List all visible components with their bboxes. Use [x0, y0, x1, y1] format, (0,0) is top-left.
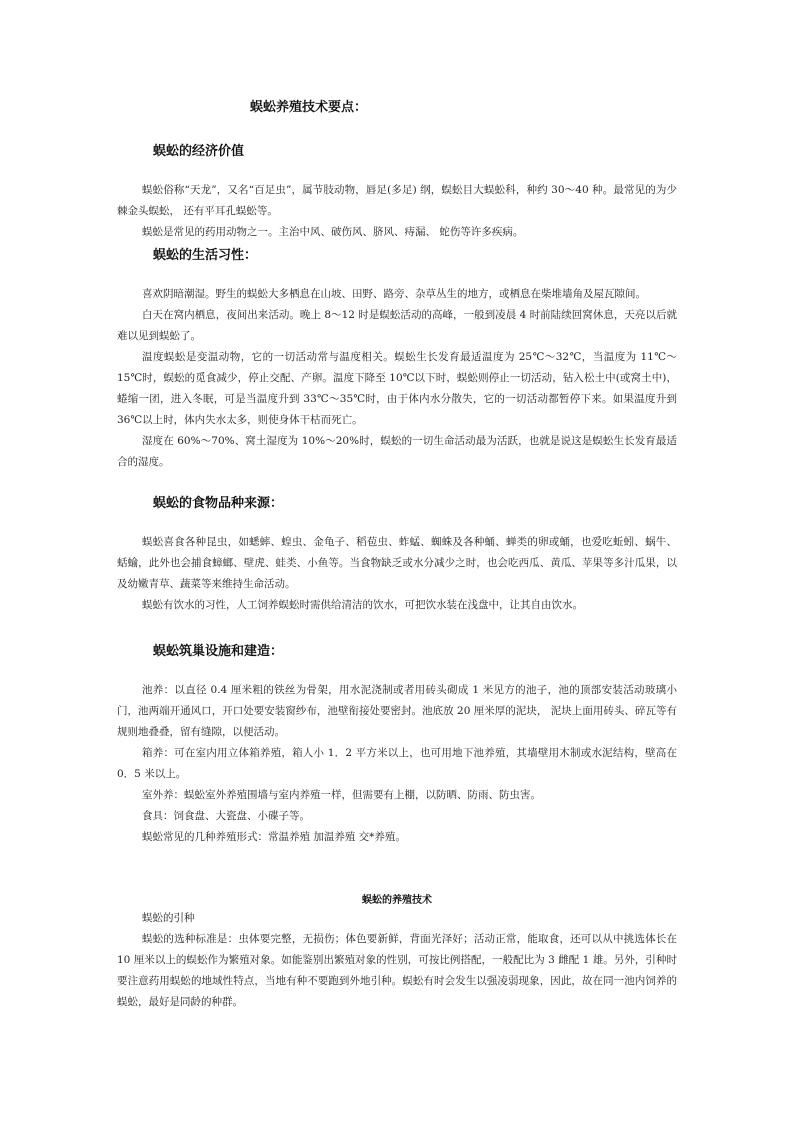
paragraph: 温度蜈蚣是变温动物，它的一切活动常与温度相关。蜈蚣生长发育最适温度为 25℃～32℃，当温度为 11℃～15℃时，蜈蚣的觅食减少，停止交配、产卵。温度下降至 10℃以下时，蜈蚣则停止一切活动，钻入松土中(或窝土中)，蜷缩一团，进入冬眠，可是当温度升到 33℃～35℃时，由于体内水分散失，它的一切活动都暂停下来。如果温度升到 36℃以上时，体内失水太多，则使身体干枯而死亡。: [117, 351, 677, 426]
paragraph: 蜈蚣有饮水的习性，人工饲养蜈蚣时需供给清洁的饮水，可把饮水装在浅盘中，让其自由饮水。: [142, 599, 583, 611]
paragraph: 湿度在 60%～70%、窝土湿度为 10%～20%时，蜈蚣的一切生命活动最为活跃，也就是说这是蜈蚣生长发育最适合的湿度。: [117, 435, 677, 468]
paragraph: 蜈蚣是常见的药用动物之一。主治中风、破伤风、脐风、痔漏、 蛇伤等许多疾病。: [142, 226, 524, 238]
paragraph: 白天在窝内栖息，夜间出来活动。晚上 8～12 时是蜈蚣活动的高峰，一般到凌晨 4 时前陆续回窝休息，天亮以后就难以见到蜈蚣了。: [117, 309, 677, 342]
paragraph: 蜈蚣俗称“天龙”，又名“百足虫”，属节肢动物，唇足(多足) 纲，蜈蚣目大蜈蚣科，种约 30～40 种。最常见的为少棘金头蜈蚣， 还有平耳孔蜈蚣等。: [117, 184, 677, 217]
section-heading-nest-facilities: 蜈蚣筑巢设施和建造：: [153, 644, 284, 659]
subsection-title: 蜈蚣的养殖技术: [362, 895, 432, 906]
paragraph: 蜈蚣的选种标准是：虫体要完整，无损伤；体色要新鲜，背面光泽好；活动正常，能取食，还可以从中挑选体长在 10 厘米以上的蜈蚣作为繁殖对象。如能鉴别出繁殖对象的性别，可按比例搭配，一般配比为 3 雌配 1 雄。另外，引种时要注意药用蜈蚣的地域性特点，当地有种不要跑到外地引种。蜈蚣有时会发生以强凌弱现象，因此，故在同一池内饲养的蜈蚣，最好是同龄的种群。: [117, 933, 677, 1008]
paragraph: 蜈蚣常见的几种养殖形式：常温养殖 加温养殖 交*养殖。: [142, 831, 406, 843]
document-title: 蜈蚣养殖技术要点：: [250, 100, 368, 115]
paragraph: 喜欢阴暗潮湿。野生的蜈蚣大多栖息在山坡、田野、路旁、杂草丛生的地方，或栖息在柴堆墙角及屋瓦隙间。: [142, 288, 646, 300]
section-heading-food-sources: 蜈蚣的食物品种来源：: [153, 496, 284, 511]
paragraph: 蜈蚣喜食各种昆虫，如蟋蟀、蝗虫、金龟子、稻苞虫、蚱蜢、蜘蛛及各种蛹、蝉类的卵或蛹，也爱吃蚯蚓、蜗牛、蛞蝓，此外也会捕食蟑螂、壁虎、蛙类、小鱼等。当食物缺乏或水分减少之时，也会吃西瓜、黄瓜、苹果等多汁瓜果，以及幼嫩青草、蔬菜等来维持生命活动。: [117, 536, 677, 590]
paragraph: 室外养：蜈蚣室外养殖围墙与室内养殖一样，但需要有上棚，以防晒、防雨、防虫害。: [142, 789, 541, 801]
section-heading-economic-value: 蜈蚣的经济价值: [153, 144, 245, 159]
paragraph: 食具：饲食盘、大瓷盘、小碟子等。: [142, 810, 310, 822]
section-heading-living-habits: 蜈蚣的生活习性：: [153, 248, 258, 263]
paragraph: 箱养：可在室内用立体箱养殖，箱人小 1．2 平方米以上，也可用地下池养殖，其墙壁用木制或水泥结构，壁高在 0．5 米以上。: [117, 747, 677, 780]
subsection-subheading: 蜈蚣的引种: [142, 912, 195, 924]
paragraph: 池养：以直径 0.4 厘米粗的铁丝为骨架，用水泥浇制或者用砖头砌成 1 米见方的池子，池的顶部安装活动玻璃小门，池两端开通风口，开口处要安装窗纱布，池壁衔接处要密封。池底放 20 厘米厚的泥块， 泥块上面用砖头、碎瓦等有规则地叠叠，留有缝隙，以便活动。: [117, 684, 677, 738]
